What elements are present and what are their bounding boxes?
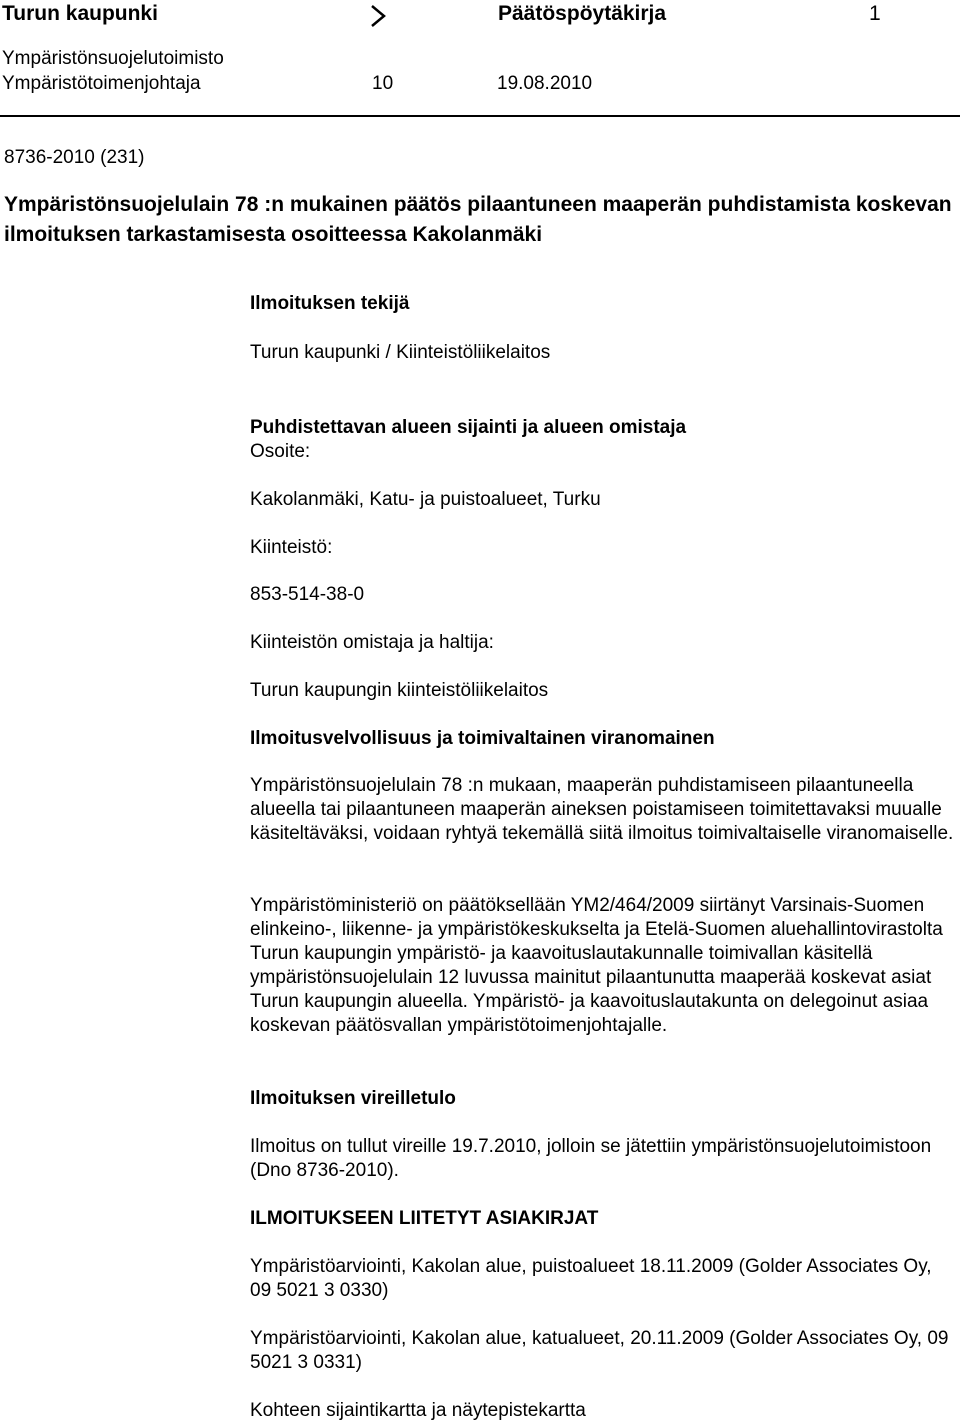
section-sign-icon — [369, 3, 387, 29]
owner-value: Turun kaupungin kiinteistöliikelaitos — [250, 680, 549, 701]
filing-heading: Ilmoituksen vireilletulo — [250, 1088, 456, 1109]
case-number: 8736-2010 (231) — [4, 147, 145, 168]
address-label: Osoite: — [250, 441, 311, 462]
attachment-item: Ympäristöarviointi, Kakolan alue, katualueet, 20.11.2009 (Golder Associates Oy, 09 5021 3 0331) — [250, 1328, 949, 1373]
location-heading: Puhdistettavan alueen sijainti ja alueen omistaja — [250, 417, 687, 438]
organization-name: Turun kaupunki — [2, 2, 158, 25]
property-label: Kiinteistö: — [250, 537, 333, 558]
attachment-item: Ympäristöarviointi, Kakolan alue, puistoalueet 18.11.2009 (Golder Associates Oy, 09 5021 3 0330) — [250, 1256, 932, 1301]
decision-date: 19.08.2010 — [497, 73, 593, 94]
obligation-heading: Ilmoitusvelvollisuus ja toimivaltainen viranomainen — [250, 728, 715, 749]
address-value: Kakolanmäki, Katu- ja puistoalueet, Turku — [250, 489, 601, 510]
page-title: Ympäristönsuojelulain 78 :n mukainen päätös pilaantuneen maaperän puhdistamista koskevan ilmoituksen tarkastamisesta osoitteessa Kakolanmäki — [4, 193, 952, 246]
property-value: 853-514-38-0 — [250, 584, 365, 605]
decision-number: 10 — [372, 73, 394, 94]
obligation-text: Ympäristönsuojelulain 78 :n mukaan, maaperän puhdistamiseen pilaantuneella alueella tai pilaantuneen maaperän aineksen poistamiseen toimitettavaksi muualle käsiteltäväksi, voidaan ryhtyä tekemällä siitä ilmoitus toimivaltaiselle viranomaiselle. — [250, 775, 954, 844]
maker-heading: Ilmoituksen tekijä — [250, 293, 410, 314]
header-divider — [0, 115, 960, 117]
maker-value: Turun kaupunki / Kiinteistöliikelaitos — [250, 342, 551, 363]
page-number: 1 — [869, 2, 881, 25]
official-title: Ympäristötoimenjohtaja — [2, 73, 201, 94]
attachments-heading: ILMOITUKSEEN LIITETYT ASIAKIRJAT — [250, 1208, 599, 1229]
filing-text: Ilmoitus on tullut vireille 19.7.2010, jolloin se jätettiin ympäristönsuojelutoimistoon (Dno 8736-2010). — [250, 1136, 932, 1181]
ministry-text: Ympäristöministeriö on päätöksellään YM2/464/2009 siirtänyt Varsinais-Suomen elinkeino-, liikenne- ja ympäristökeskukselta ja Etelä-Suomen aluehallintovirastolta Turun kaupungin ympäristö- ja kaavoituslautakunnalle toimivallan käsitellä ympäristönsuojelulain 12 luvussa mainitut pilaantunutta maaperää koskevat asiat Turun kaupungin alueella. Ympäristö- ja kaavoituslautakunta on delegoinut asiaa koskevan päätösvallan ympäristötoimenjohtajalle. — [250, 895, 943, 1036]
document-type: Päätöspöytäkirja — [498, 2, 667, 25]
office-name: Ympäristönsuojelutoimisto — [2, 48, 224, 69]
attachment-item: Kohteen sijaintikartta ja näytepistekartta — [250, 1400, 586, 1421]
owner-label: Kiinteistön omistaja ja haltija: — [250, 632, 494, 653]
